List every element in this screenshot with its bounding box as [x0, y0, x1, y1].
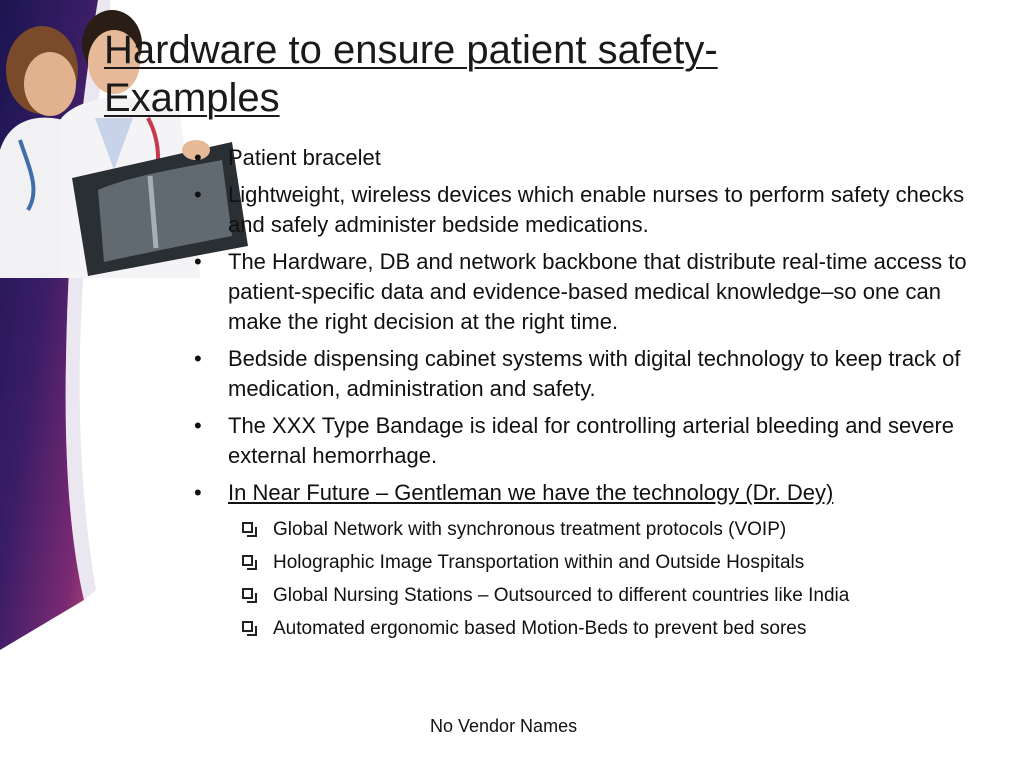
checkbox-bullet-icon	[242, 621, 253, 632]
sub-list-item	[242, 582, 982, 609]
bullet-text: The XXX Type Bandage is ideal for controlling arterial bleeding and severe external hemorrhage.	[228, 413, 955, 468]
list-item	[186, 344, 986, 404]
sub-bullet-text: Holographic Image Transportation within and Outside Hospitals	[273, 552, 805, 573]
slide-title	[104, 26, 718, 122]
sub-list-item	[242, 615, 982, 642]
slide-footer: No Vendor Names	[430, 716, 578, 736]
bullet-text-underlined: In Near Future – Gentleman we have the technology (Dr. Dey)	[228, 480, 834, 505]
bullet-list	[186, 143, 986, 515]
bullet-dot: •	[194, 145, 202, 170]
checkbox-bullet-icon	[242, 588, 253, 599]
sub-list-item	[242, 516, 982, 543]
list-item	[186, 143, 986, 173]
list-item	[186, 180, 986, 240]
sub-bullet-list	[242, 516, 982, 648]
bullet-dot: •	[194, 413, 202, 438]
sub-bullet-text: Global Network with synchronous treatment protocols (VOIP)	[273, 519, 787, 540]
bullet-text: The Hardware, DB and network backbone that distribute real-time access to patient-specific data and evidence-based medical knowledge–so one can make the right decision at the right time.	[228, 249, 967, 334]
slide-title-line1: Hardware to ensure patient safety-	[104, 28, 718, 72]
sub-bullet-text: Global Nursing Stations – Outsourced to different countries like India	[273, 585, 850, 606]
bullet-dot: •	[194, 249, 202, 274]
bullet-dot: •	[194, 346, 202, 371]
slide-title-line2: Examples	[104, 76, 280, 120]
list-item	[186, 478, 986, 508]
list-item	[186, 247, 986, 337]
sub-list-item	[242, 549, 982, 576]
bullet-dot: •	[194, 480, 202, 505]
bullet-text: Bedside dispensing cabinet systems with digital technology to keep track of medication, administration and safety.	[228, 346, 961, 401]
bullet-text: Lightweight, wireless devices which enable nurses to perform safety checks and safely administer bedside medications.	[228, 182, 965, 237]
checkbox-bullet-icon	[242, 555, 253, 566]
bullet-text: Patient bracelet	[228, 145, 381, 170]
bullet-dot: •	[194, 182, 202, 207]
checkbox-bullet-icon	[242, 522, 253, 533]
sub-bullet-text: Automated ergonomic based Motion-Beds to prevent bed sores	[273, 618, 807, 639]
list-item	[186, 411, 986, 471]
